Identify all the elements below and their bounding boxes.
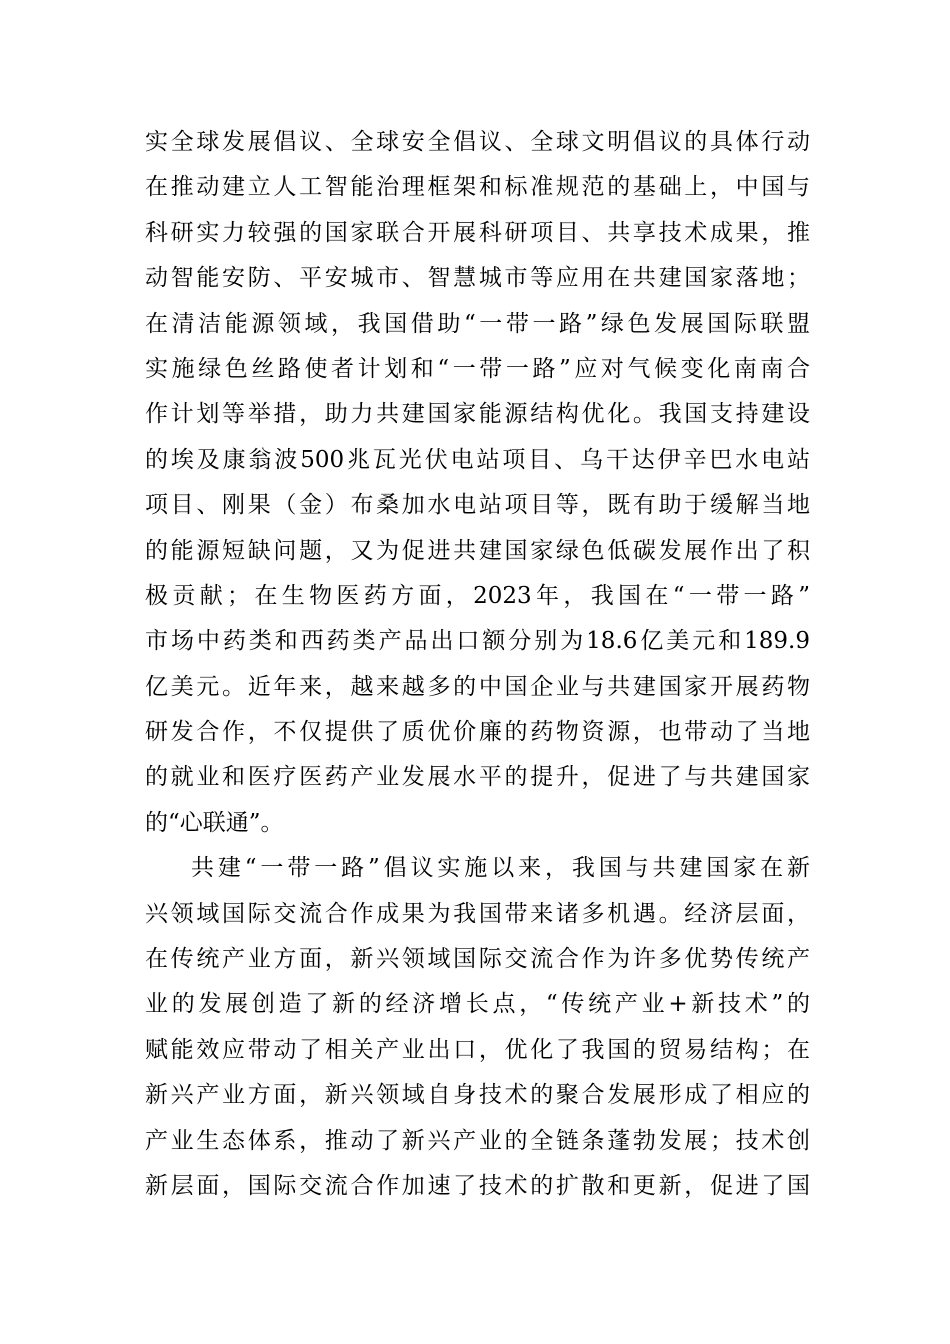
text-line: 产业生态体系，推动了新兴产业的全链条蓬勃发展；技术创 xyxy=(145,1127,810,1154)
text-line: 动智能安防、平安城市、智慧城市等应用在共建国家落地； xyxy=(145,265,810,292)
text-line: 亿美元。近年来，越来越多的中国企业与共建国家开展药物 xyxy=(145,673,810,700)
text-line: 的就业和医疗医药产业发展水平的提升，促进了与共建国家 xyxy=(145,764,810,791)
text-line: 项目、刚果（金）布桑加水电站项目等，既有助于缓解当地 xyxy=(145,492,810,519)
paragraph-start-line: 共建“一带一路”倡议实施以来，我国与共建国家在新 xyxy=(191,855,810,882)
text-line: 业的发展创造了新的经济增长点，“传统产业+新技术”的 xyxy=(145,991,810,1018)
paragraph-end-line: 的“心联通”。 xyxy=(145,809,284,836)
text-line: 科研实力较强的国家联合开展科研项目、共享技术成果，推 xyxy=(145,219,810,246)
text-line: 在推动建立人工智能治理框架和标准规范的基础上，中国与 xyxy=(145,174,810,201)
text-line: 市场中药类和西药类产品出口额分别为18.6亿美元和189.9 xyxy=(145,628,810,655)
body-text xyxy=(145,120,810,1209)
text-line: 在清洁能源领域，我国借助“一带一路”绿色发展国际联盟 xyxy=(145,310,810,337)
text-line: 作计划等举措，助力共建国家能源结构优化。我国支持建设 xyxy=(145,401,810,428)
text-line: 实施绿色丝路使者计划和“一带一路”应对气候变化南南合 xyxy=(145,355,810,382)
text-line: 兴领域国际交流合作成果为我国带来诸多机遇。经济层面， xyxy=(145,900,810,927)
text-line: 实全球发展倡议、全球安全倡议、全球文明倡议的具体行动 xyxy=(145,129,810,155)
text-line: 在传统产业方面，新兴领域国际交流合作为许多优势传统产 xyxy=(145,946,810,973)
text-line: 的埃及康翁波500兆瓦光伏电站项目、乌干达伊辛巴水电站 xyxy=(145,446,810,473)
text-line: 极贡献；在生物医药方面，2023年，我国在“一带一路” xyxy=(145,582,810,609)
text-line: 新兴产业方面，新兴领域自身技术的聚合发展形成了相应的 xyxy=(145,1082,810,1109)
text-line: 研发合作，不仅提供了质优价廉的药物资源，也带动了当地 xyxy=(145,719,810,746)
text-line: 的能源短缺问题，又为促进共建国家绿色低碳发展作出了积 xyxy=(145,537,810,564)
text-line: 赋能效应带动了相关产业出口，优化了我国的贸易结构；在 xyxy=(145,1036,810,1063)
text-line: 新层面，国际交流合作加速了技术的扩散和更新，促进了国 xyxy=(145,1172,810,1199)
